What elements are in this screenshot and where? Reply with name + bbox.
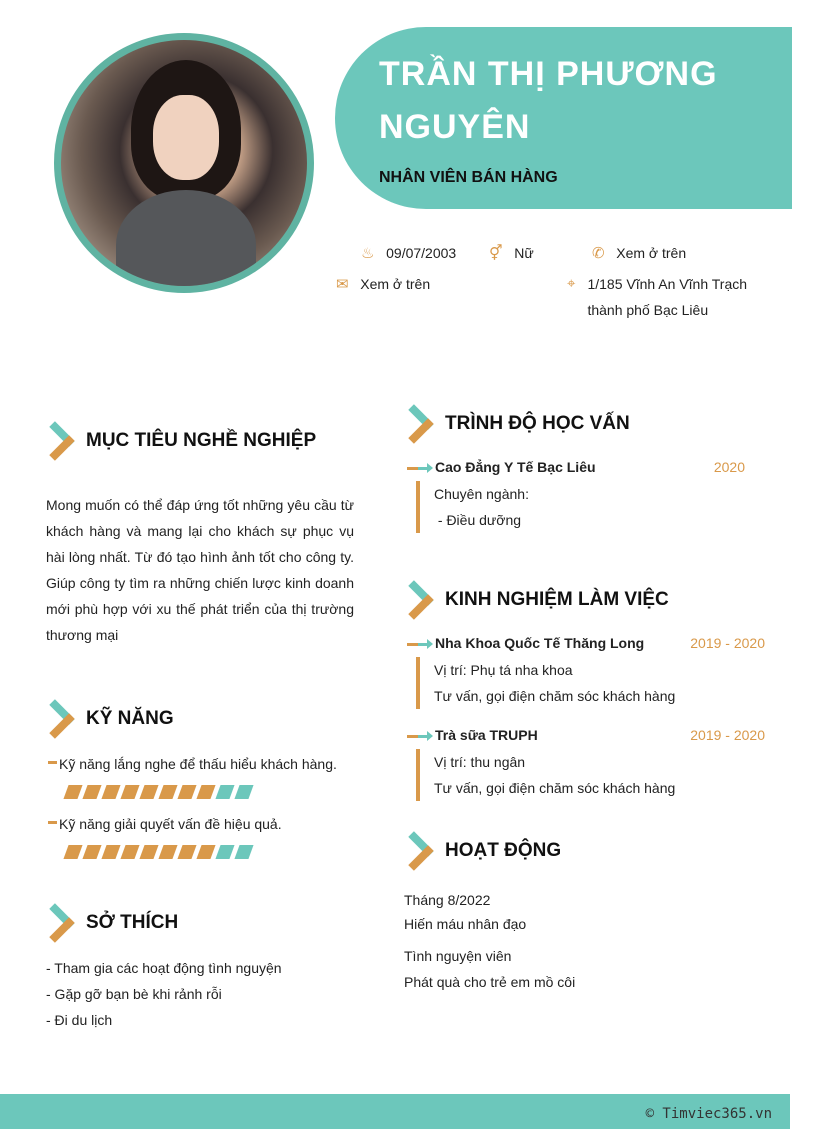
company-name: Trà sữa TRUPH: [435, 727, 538, 743]
skill-item: [48, 756, 337, 799]
activity-line: Tháng 8/2022: [404, 892, 491, 908]
experience-detail: Vị trí: thu ngân: [434, 754, 526, 770]
experience-detail: Vị trí: Phụ tá nha khoa: [434, 662, 573, 678]
section-hobbies: [46, 903, 178, 943]
email: [336, 275, 430, 293]
email-value: Xem ở trên: [360, 276, 431, 292]
profile-photo: [54, 33, 314, 293]
arrow-icon: [407, 643, 429, 646]
experience-detail: Tư vấn, gọi điện chăm sóc khách hàng: [434, 780, 676, 796]
chevron-icon: [405, 404, 431, 444]
address-value: 1/185 Vĩnh An Vĩnh Trạch thành phố Bạc Liêu: [587, 276, 748, 318]
gender-icon: ⚥: [489, 245, 503, 262]
birthday-value: 09/07/2003: [386, 245, 457, 261]
hobby-item: - Tham gia các hoạt động tình nguyện: [46, 960, 282, 976]
activity-line: Tình nguyện viên: [404, 948, 512, 964]
job-title: NHÂN VIÊN BÁN HÀNG: [379, 169, 558, 186]
section-objective: [46, 421, 316, 461]
chevron-icon: [46, 903, 72, 943]
section-title: KINH NGHIỆM LÀM VIỆC: [445, 589, 669, 610]
company-name: Nha Khoa Quốc Tế Thăng Long: [435, 635, 645, 651]
education-year: 2020: [713, 459, 745, 475]
education-item: [407, 459, 745, 533]
experience-years: 2019 - 2020: [690, 727, 765, 743]
chevron-icon: [405, 580, 431, 620]
arrow-icon: [407, 467, 429, 470]
skill-name: Kỹ năng giải quyết vấn đề hiệu quả.: [59, 816, 282, 832]
phone-value: Xem ở trên: [616, 245, 687, 261]
education-detail: Chuyên ngành:: [434, 486, 529, 502]
objective-text: Mong muốn có thể đáp ứng tốt những yêu cầu từ khách hàng và mang lại cho khách sự phục vụ hài lòng nhất. Từ đó tạo hình ảnh tốt cho công ty. Giúp công ty tìm ra những chiến lược kinh doanh mới phù hợp với xu thế phát triển của thị trường thương mại: [46, 497, 354, 643]
chevron-icon: [46, 421, 72, 461]
skill-level-bar: [66, 845, 282, 859]
section-title: MỤC TIÊU NGHỀ NGHIỆP: [86, 430, 317, 451]
skill-level-bar: [66, 785, 337, 799]
phone-icon: ✆: [592, 245, 605, 262]
birthday: [361, 244, 456, 262]
envelope-icon: ✉: [336, 276, 349, 293]
section-title: HOẠT ĐỘNG: [445, 840, 562, 861]
section-education: [405, 404, 630, 444]
activity-line: Phát quà cho trẻ em mồ côi: [404, 974, 576, 990]
address: [567, 275, 757, 323]
chevron-icon: [46, 699, 72, 739]
hobbies-list: [46, 955, 282, 1033]
section-skills: [46, 699, 174, 739]
gender-value: Nữ: [514, 245, 534, 261]
gender: [489, 244, 534, 262]
section-experience: [405, 580, 669, 620]
activities-list: [404, 888, 575, 995]
arrow-icon: [407, 735, 429, 738]
experience-item: [407, 727, 765, 801]
skill-item: [48, 816, 282, 859]
experience-years: 2019 - 2020: [690, 635, 765, 651]
skill-name: Kỹ năng lắng nghe để thấu hiểu khách hàng.: [59, 756, 337, 772]
phone: [592, 244, 686, 262]
experience-item: [407, 635, 765, 709]
section-title: SỞ THÍCH: [86, 912, 179, 933]
school-name: Cao Đẳng Y Tế Bạc Liêu: [435, 459, 596, 475]
section-title: KỸ NĂNG: [86, 708, 174, 729]
copyright: © Timviec365.vn: [645, 1106, 772, 1122]
hobby-item: - Gặp gỡ bạn bè khi rảnh rỗi: [46, 986, 222, 1002]
cake-icon: ♨: [361, 245, 375, 262]
section-title: TRÌNH ĐỘ HỌC VẤN: [445, 413, 630, 434]
experience-detail: Tư vấn, gọi điện chăm sóc khách hàng: [434, 688, 676, 704]
section-activities: [405, 831, 561, 871]
hobby-item: - Đi du lịch: [46, 1012, 113, 1028]
map-icon: ⌖: [567, 275, 576, 292]
education-detail: - Điều dưỡng: [434, 512, 522, 528]
chevron-icon: [405, 831, 431, 871]
activity-line: Hiến máu nhân đạo: [404, 916, 527, 932]
candidate-name: TRẦN THỊ PHƯƠNG NGUYÊN: [379, 55, 718, 146]
